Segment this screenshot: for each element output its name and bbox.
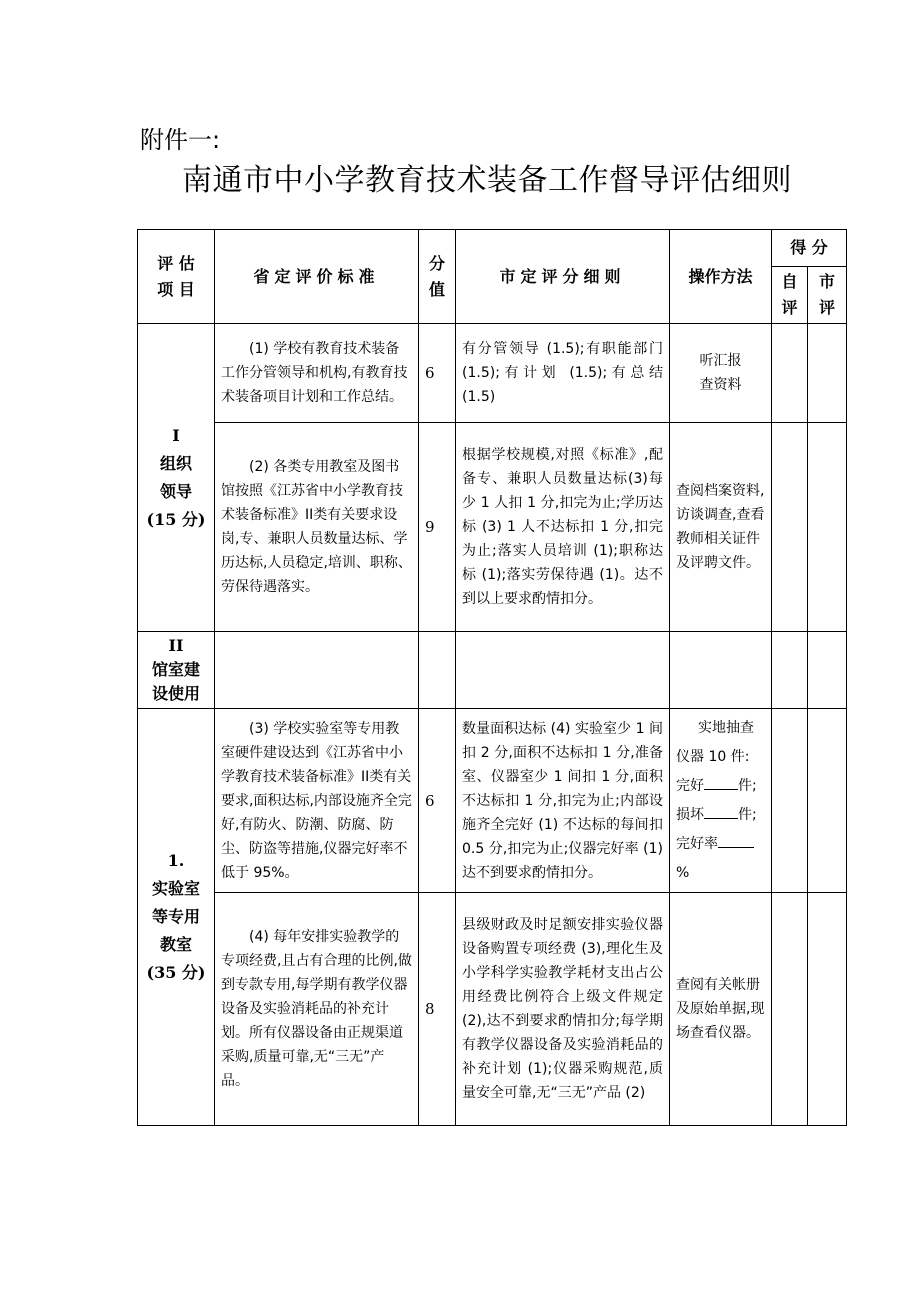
header-self-eval: 自 评 (772, 267, 808, 324)
self-eval-cell[interactable] (772, 709, 808, 893)
points-cell: 8 (419, 893, 456, 1126)
rules-cell: 县级财政及时足额安排实验仪器设备购置专项经费 (3),理化生及小学科学实验教学耗材支出占公用经费比例符合上级文件规定 (2),达不到要求酌情扣分;每学期有教学仪器设备及实验消耗品的补充计划 (1);仪器采购规范,质量安全可靠,无“三无”产品 (2) (456, 893, 670, 1126)
table-row (138, 709, 847, 893)
header-city-eval: 市 评 (808, 267, 847, 324)
header-rules: 市定评分细则 (456, 230, 670, 324)
empty-cell (215, 632, 419, 709)
header-points: 分 值 (419, 230, 456, 324)
points-cell: 9 (419, 423, 456, 632)
document-title: 南通市中小学教育技术装备工作督导评估细则 (182, 163, 792, 198)
header-item: 评 估 项 目 (138, 230, 215, 324)
method-text: 件; (738, 806, 757, 823)
table-row (138, 423, 847, 632)
self-eval-cell[interactable] (772, 632, 808, 709)
standard-cell: (4) 每年安排实验教学的专项经费,且占有合理的比例,做到专款专用,每学期有教学仪器设备及实验消耗品的补充计划。所有仪器设备由正规渠道采购,质量可靠,无“三无”产品。 (215, 893, 419, 1126)
rules-cell: 数量面积达标 (4) 实验室少 1 间扣 2 分,面积不达标扣 1 分,准备室、仪器室少 1 间扣 1 分,面积不达标扣 1 分,扣完为止;内部设施齐全完好 (1) 不达标的每间扣 0.5 分,扣完为止;仪器完好率 (1) 达不到要求酌情扣分。 (456, 709, 670, 893)
header-method: 操作方法 (670, 230, 772, 324)
category-lab: 1. 实验室 等专用 教室 (35 分) (138, 709, 215, 1126)
empty-cell (670, 632, 772, 709)
city-eval-cell[interactable] (808, 632, 847, 709)
attachment-label: 附件一: (140, 126, 221, 154)
table-row (138, 324, 847, 423)
rules-cell: 根据学校规模,对照《标准》,配备专、兼职人员数量达标(3)每少 1 人扣 1 分,扣完为止;学历达标 (3) 1 人不达标扣 1 分,扣完为止;落实人员培训 (1);职称达标 (1);落实劳保待遇 (1)。达不到以上要求酌情扣分。 (456, 423, 670, 632)
empty-cell (419, 632, 456, 709)
standard-cell: (1) 学校有教育技术装备工作分管领导和机构,有教育技术装备项目计划和工作总结。 (215, 324, 419, 423)
method-text: 件; (738, 777, 757, 794)
self-eval-cell[interactable] (772, 423, 808, 632)
standard-cell: (2) 各类专用教室及图书馆按照《江苏省中小学教育技术装备标准》II类有关要求设岗,专、兼职人员数量达标、学历达标,人员稳定,培训、职称、劳保待遇落实。 (215, 423, 419, 632)
standard-cell: (3) 学校实验室等专用教室硬件建设达到《江苏省中小学教育技术装备标准》II类有关要求,面积达标,内部设施齐全完好,有防火、防潮、防腐、防尘、防盗等措施,仪器完好率不低于 95%。 (215, 709, 419, 893)
table-row (138, 632, 847, 709)
city-eval-cell[interactable] (808, 893, 847, 1126)
self-eval-cell[interactable] (772, 893, 808, 1126)
method-line (676, 801, 765, 830)
category-venue: II 馆室建 设使用 (138, 632, 215, 709)
points-cell: 6 (419, 324, 456, 423)
table-row (138, 893, 847, 1126)
method-line (676, 772, 765, 801)
fill-blank[interactable] (704, 804, 738, 819)
fill-blank[interactable] (718, 833, 754, 848)
method-line (676, 830, 765, 888)
method-cell (670, 709, 772, 893)
empty-cell (456, 632, 670, 709)
category-org: I 组织 领导 (15 分) (138, 324, 215, 632)
city-eval-cell[interactable] (808, 324, 847, 423)
method-line: 仪器 10 件: (676, 748, 750, 765)
evaluation-table (137, 229, 847, 1126)
self-eval-cell[interactable] (772, 324, 808, 423)
city-eval-cell[interactable] (808, 709, 847, 893)
header-score-group: 得 分 (772, 230, 847, 267)
fill-blank[interactable] (704, 775, 738, 790)
method-text: % (676, 864, 690, 881)
header-standard: 省定评价标准 (215, 230, 419, 324)
method-text: 完好率 (676, 835, 718, 852)
rules-cell: 有分管领导 (1.5);有职能部门 (1.5);有计划 (1.5);有总结 (1.5) (456, 324, 670, 423)
method-cell: 查阅档案资料,访谈调查,查看教师相关证件及评聘文件。 (670, 423, 772, 632)
method-text: 损坏 (676, 806, 704, 823)
method-line: 实地抽查 (698, 719, 754, 736)
method-cell: 查阅有关帐册及原始单据,现场查看仪器。 (670, 893, 772, 1126)
method-cell: 听汇报 查资料 (670, 324, 772, 423)
method-text: 完好 (676, 777, 704, 794)
points-cell: 6 (419, 709, 456, 893)
city-eval-cell[interactable] (808, 423, 847, 632)
